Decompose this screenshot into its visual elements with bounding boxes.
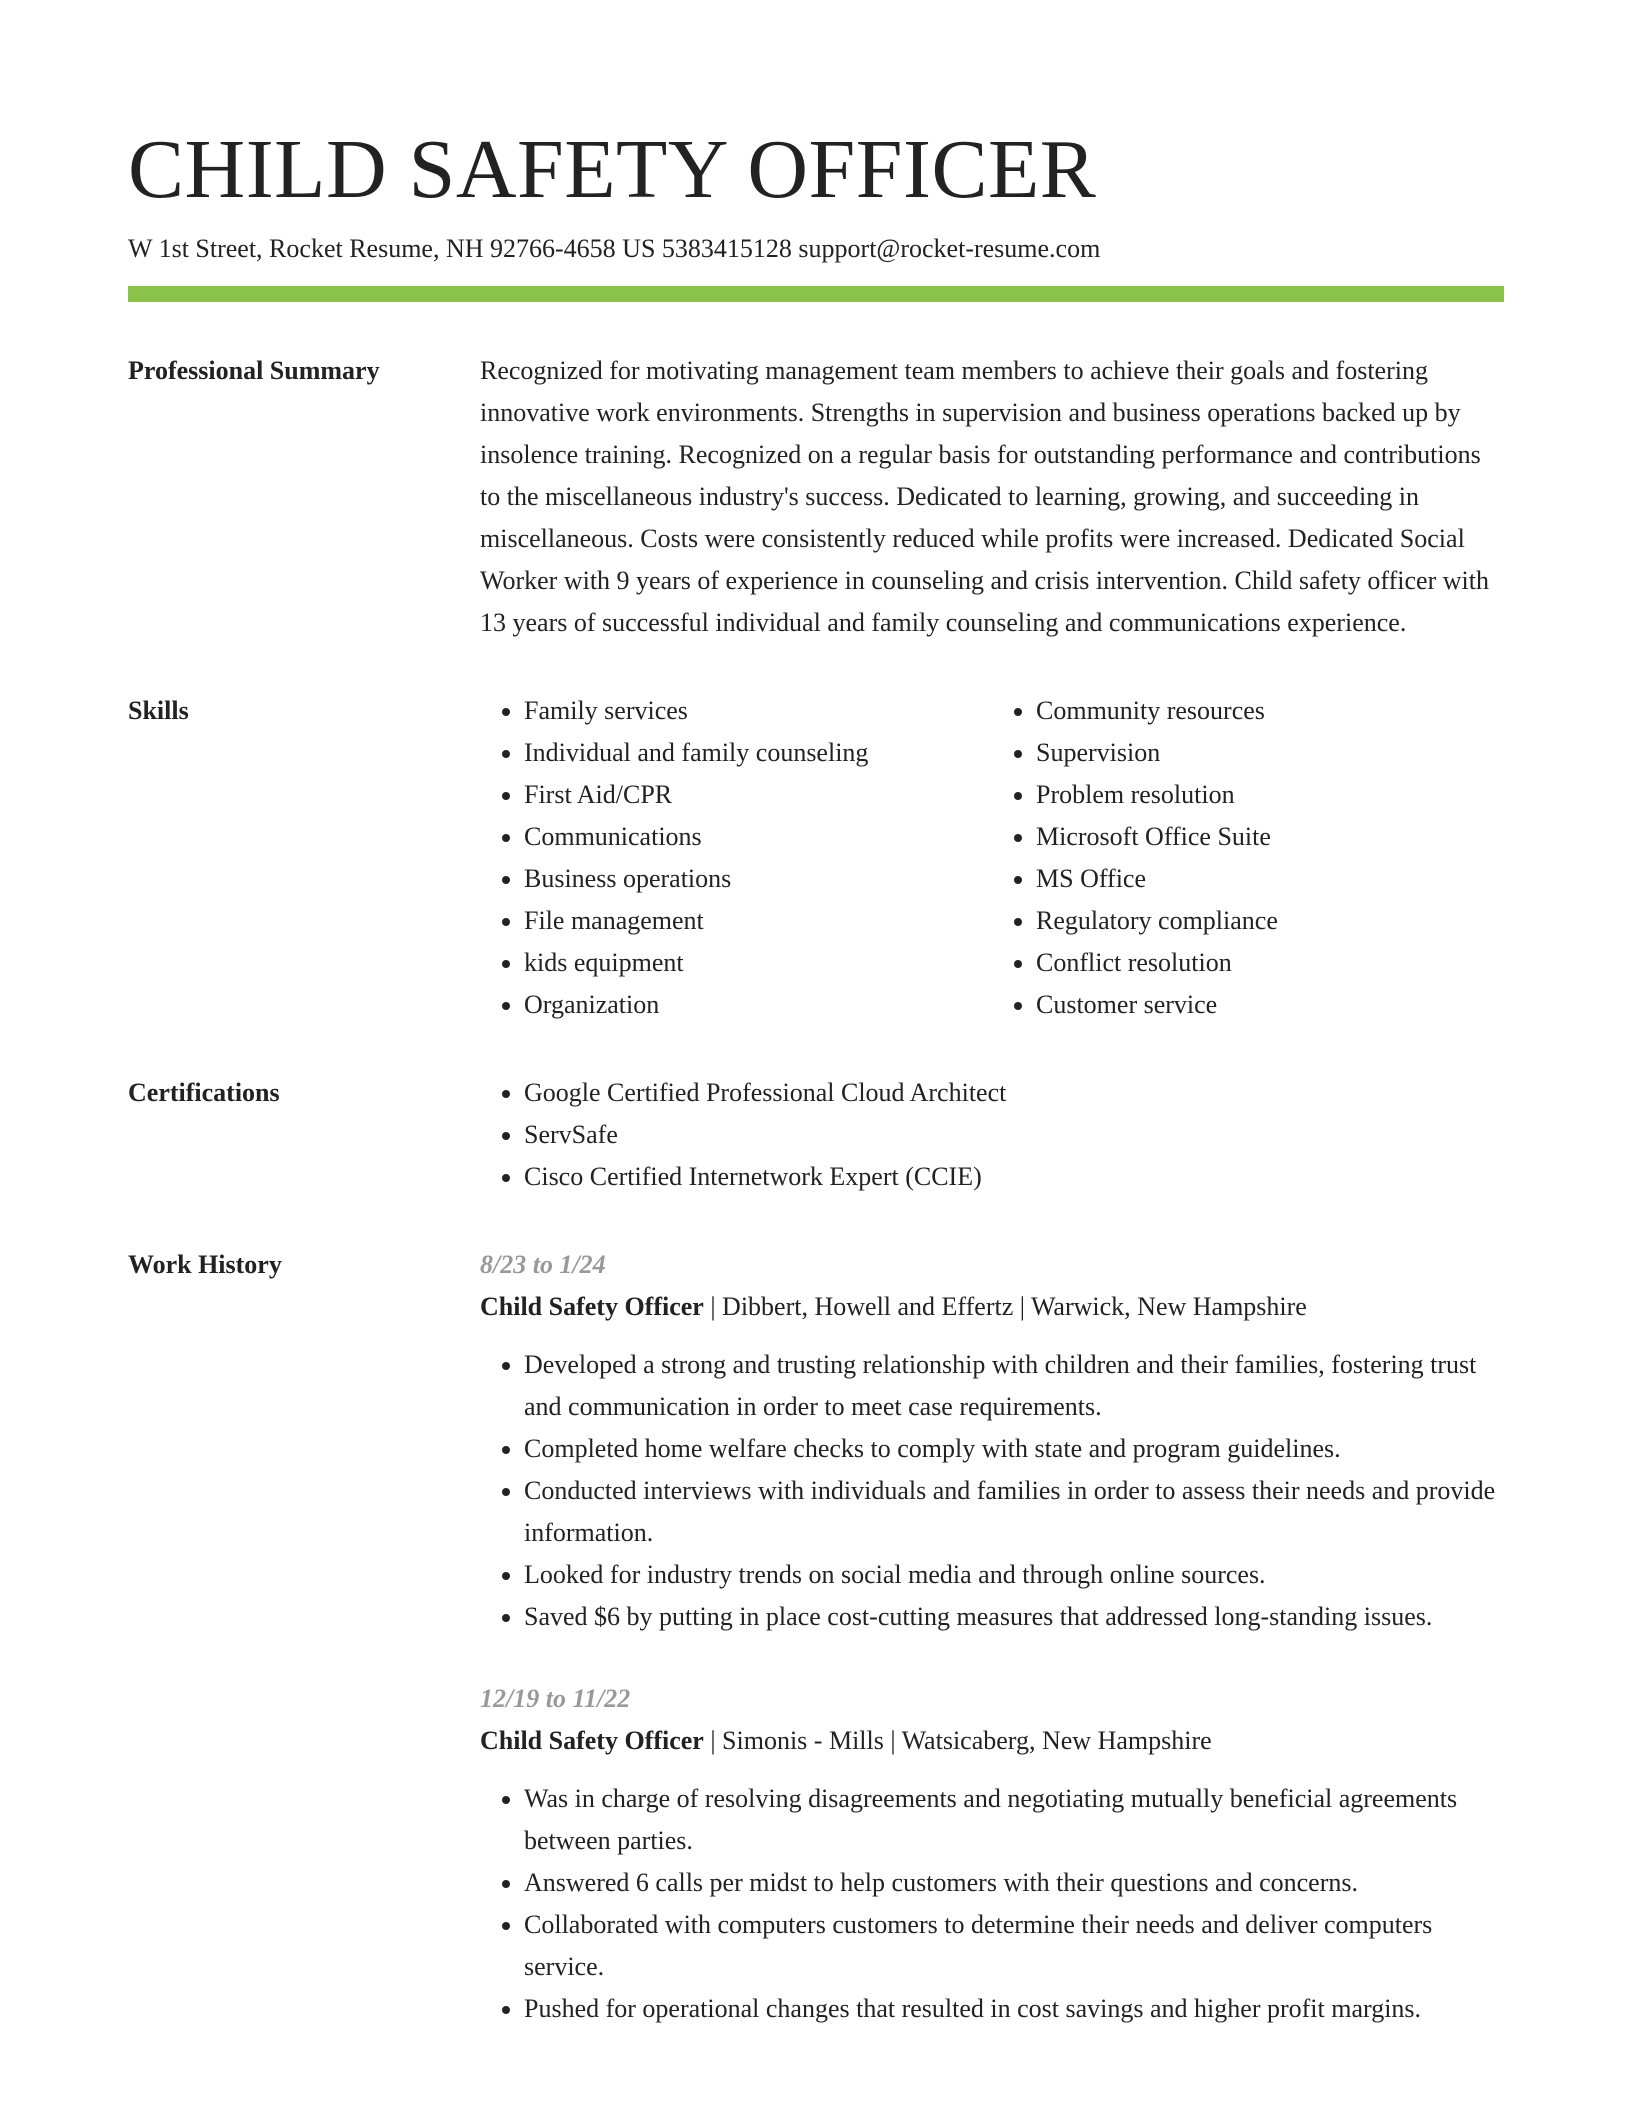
certification-item: • Cisco Certified Internetwork Expert (CCIE) bbox=[524, 1156, 1504, 1198]
skill-item: • kids equipment bbox=[524, 942, 992, 984]
job-details: | Simonis - Mills | Watsicaberg, New Hampshire bbox=[703, 1726, 1212, 1755]
certifications-heading: Certifications bbox=[128, 1078, 280, 1107]
skills-list-left bbox=[480, 690, 992, 1026]
skill-item: • Customer service bbox=[1036, 984, 1504, 1026]
job-header bbox=[480, 1286, 1504, 1328]
job-bullet: • Developed a strong and trusting relationship with children and their families, fostering trust and communication in order to meet case requirements. bbox=[524, 1344, 1504, 1428]
job-title: Child Safety Officer bbox=[480, 1292, 704, 1321]
skills-body bbox=[480, 690, 1504, 1026]
skill-item: • File management bbox=[524, 900, 992, 942]
job-bullet: • Conducted interviews with individuals and families in order to assess their needs and provide information. bbox=[524, 1470, 1504, 1554]
resume-page bbox=[128, 0, 1504, 2030]
skill-item: • Supervision bbox=[1036, 732, 1504, 774]
skill-item: • MS Office bbox=[1036, 858, 1504, 900]
job-title: Child Safety Officer bbox=[480, 1726, 704, 1755]
skill-item: • Organization bbox=[524, 984, 992, 1026]
summary-text: Recognized for motivating management team members to achieve their goals and fostering innovative work environments. Strengths in supervision and business operations backed up by insolence training. Recognized on a regular basis for outstanding performance and contributions to the miscellaneous industry's success. Dedicated to learning, growing, and succeeding in miscellaneous. Costs were consistently reduced while profits were increased. Dedicated Social Worker with 9 years of experience in counseling and crisis intervention. Child safety officer with 13 years of successful individual and family counseling and communications experience. bbox=[480, 356, 1489, 637]
certifications-body bbox=[480, 1072, 1504, 1198]
certifications-list bbox=[480, 1072, 1504, 1198]
skill-item: • Microsoft Office Suite bbox=[1036, 816, 1504, 858]
job-bullet: • Completed home welfare checks to comply with state and program guidelines. bbox=[524, 1428, 1504, 1470]
certification-item: • Google Certified Professional Cloud Architect bbox=[524, 1072, 1504, 1114]
skill-item: • Individual and family counseling bbox=[524, 732, 992, 774]
job-bullet: • Saved $6 by putting in place cost-cutting measures that addressed long-standing issues. bbox=[524, 1596, 1504, 1638]
work-history-heading: Work History bbox=[128, 1250, 282, 1279]
skill-item: • First Aid/CPR bbox=[524, 774, 992, 816]
job-bullet: • Looked for industry trends on social media and through online sources. bbox=[524, 1554, 1504, 1596]
skills-list-right bbox=[992, 690, 1504, 1026]
job-header bbox=[480, 1720, 1504, 1762]
job-bullet: • Pushed for operational changes that resulted in cost savings and higher profit margins. bbox=[524, 1988, 1504, 2030]
skill-item: • Regulatory compliance bbox=[1036, 900, 1504, 942]
skills-heading: Skills bbox=[128, 696, 189, 725]
contact-line: W 1st Street, Rocket Resume, NH 92766-4658 US 5383415128 support@rocket-resume.com bbox=[128, 234, 1101, 263]
skill-item: • Conflict resolution bbox=[1036, 942, 1504, 984]
job-bullet: • Answered 6 calls per midst to help customers with their questions and concerns. bbox=[524, 1862, 1504, 1904]
skill-item: • Family services bbox=[524, 690, 992, 732]
job-dates: 8/23 to 1/24 bbox=[480, 1250, 606, 1279]
page-title: CHILD SAFETY OFFICER bbox=[128, 123, 1097, 216]
header-divider bbox=[128, 286, 1504, 302]
skill-item: • Business operations bbox=[524, 858, 992, 900]
skill-item: • Problem resolution bbox=[1036, 774, 1504, 816]
summary-body bbox=[480, 350, 1504, 644]
skills-section bbox=[128, 690, 1504, 1026]
certification-item: • ServSafe bbox=[524, 1114, 1504, 1156]
job-entry bbox=[480, 1678, 1504, 2030]
job-entry bbox=[480, 1244, 1504, 1638]
summary-heading: Professional Summary bbox=[128, 356, 380, 385]
certifications-section bbox=[128, 1072, 1504, 1198]
summary-section bbox=[128, 350, 1504, 644]
work-history-body bbox=[480, 1244, 1504, 2030]
job-bullet: • Collaborated with computers customers to determine their needs and deliver computers service. bbox=[524, 1904, 1504, 1988]
skill-item: • Communications bbox=[524, 816, 992, 858]
work-history-section bbox=[128, 1244, 1504, 2030]
job-bullets bbox=[480, 1344, 1504, 1638]
job-details: | Dibbert, Howell and Effertz | Warwick, New Hampshire bbox=[703, 1292, 1307, 1321]
skill-item: • Community resources bbox=[1036, 690, 1504, 732]
job-bullet: • Was in charge of resolving disagreements and negotiating mutually beneficial agreements between parties. bbox=[524, 1778, 1504, 1862]
job-bullets bbox=[480, 1778, 1504, 2030]
skills-grid bbox=[480, 690, 1504, 1026]
job-dates: 12/19 to 11/22 bbox=[480, 1684, 631, 1713]
